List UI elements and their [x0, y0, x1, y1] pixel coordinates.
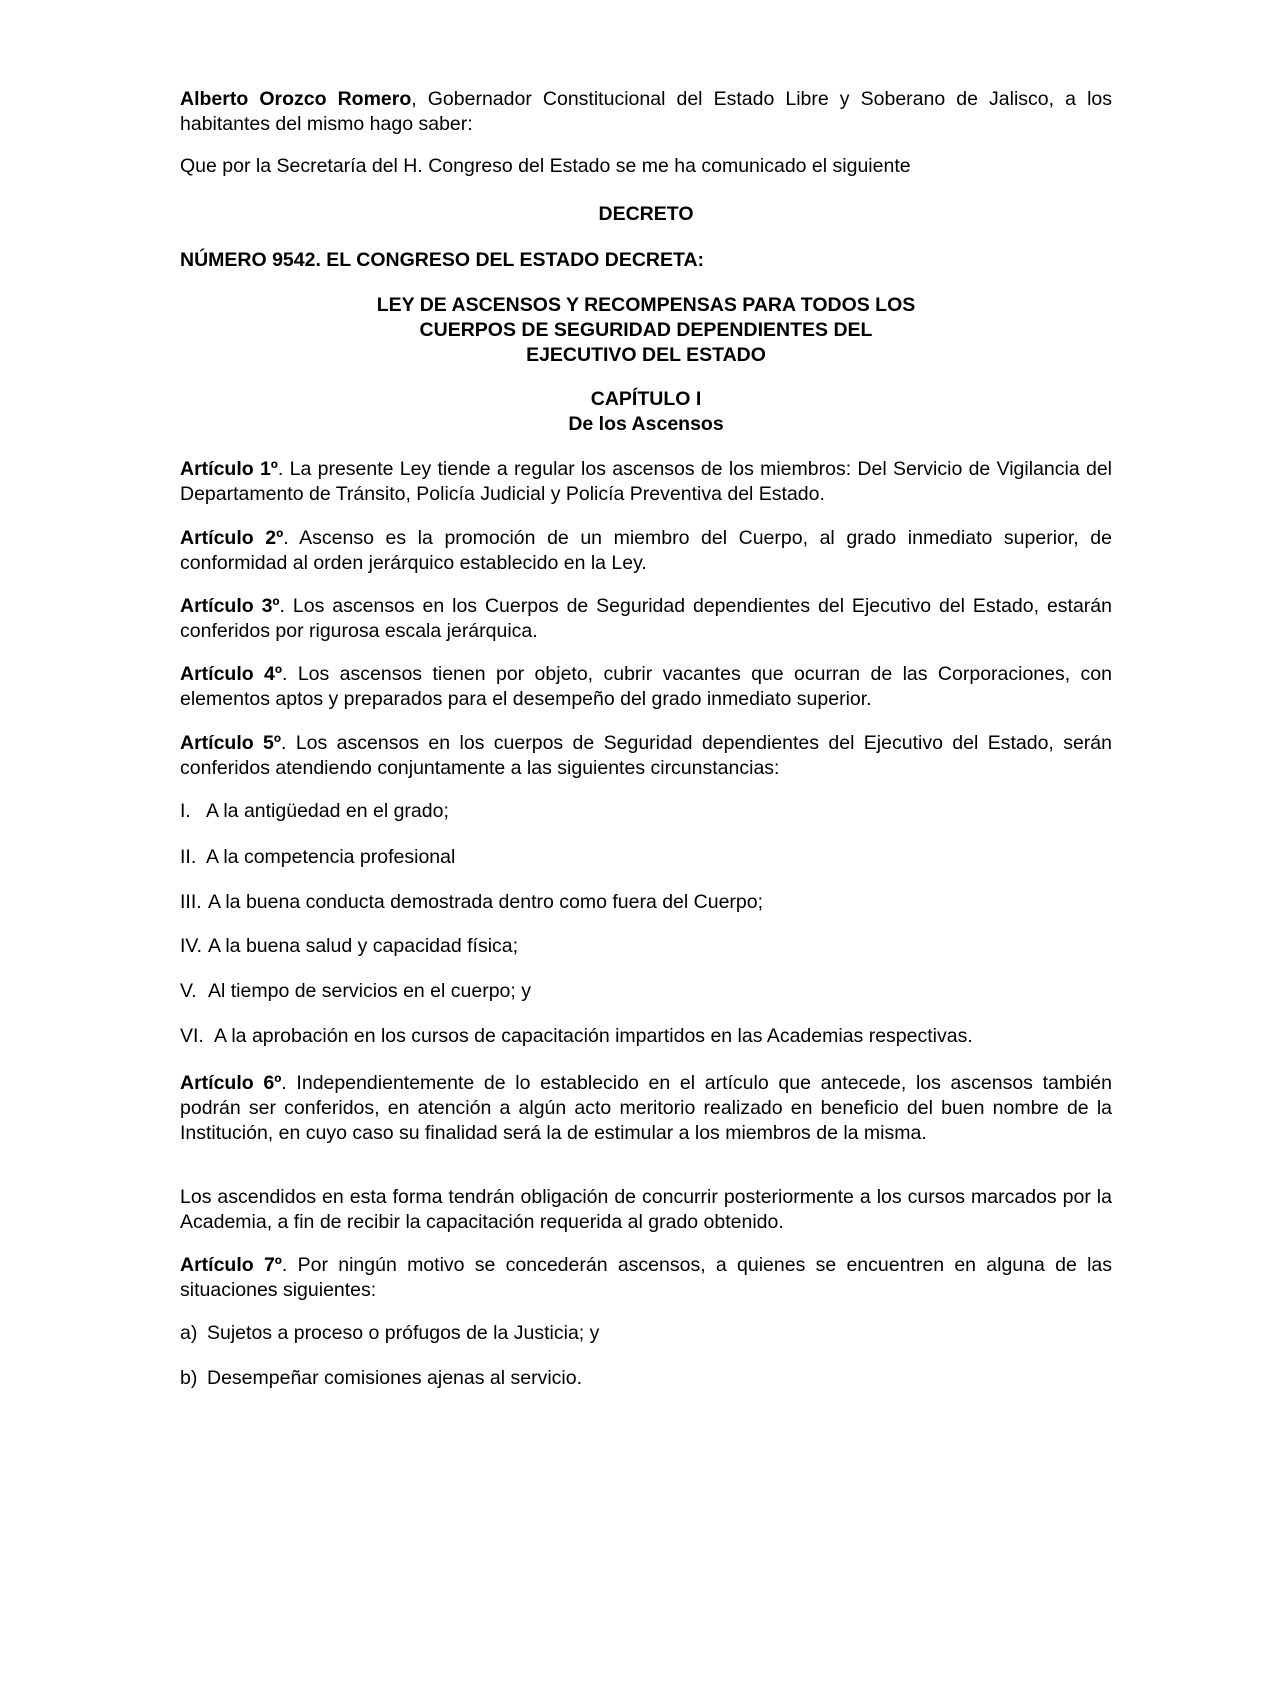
fraction-text: A la antigüedad en el grado; [206, 800, 449, 822]
communicated-paragraph: Que por la Secretaría del H. Congreso del Estado se me ha comunicado el siguiente [180, 155, 911, 177]
decree-number: NÚMERO 9542. EL CONGRESO DEL ESTADO DECRETA: [180, 249, 705, 271]
fraction-number: II. [180, 846, 197, 868]
fraction-number: V. [180, 980, 197, 1002]
article-5-text: . Los ascensos en los cuerpos de Seguridad dependientes del Ejecutivo del Estado, serán conferidos atendiendo conjuntamente a las siguientes circunstancias: [180, 732, 1112, 779]
article-3 [180, 594, 1112, 644]
fraction-item [180, 890, 1112, 915]
article-5 [180, 731, 1112, 781]
article-1-label: Artículo 1º [180, 458, 278, 480]
article-6 [180, 1071, 1112, 1146]
chapter-title: De los Ascensos [568, 413, 724, 435]
sub-item [180, 1321, 1112, 1346]
fraction-item [180, 799, 1112, 824]
article-3-text: . Los ascensos en los Cuerpos de Seguridad dependientes del Ejecutivo del Estado, estarán conferidos por rigurosa escala jerárquica. [180, 595, 1112, 642]
decreto-heading: DECRETO [598, 203, 694, 225]
law-title-line1: LEY DE ASCENSOS Y RECOMPENSAS PARA TODOS LOS [376, 294, 916, 316]
intro-paragraph [180, 87, 1112, 137]
article-7-label: Artículo 7º [180, 1254, 282, 1276]
article-1 [180, 457, 1112, 507]
article-7-text: . Por ningún motivo se concederán ascensos, a quienes se encuentren en alguna de las situaciones siguientes: [180, 1254, 1112, 1301]
article-4 [180, 662, 1112, 712]
fraction-item [180, 979, 1112, 1004]
fraction-item [180, 934, 1112, 959]
fraction-number: I. [180, 800, 191, 822]
intro-text: , Gobernador Constitucional del Estado Libre y Soberano de Jalisco, a los habitantes del mismo hago saber: [180, 88, 1113, 135]
article-7 [180, 1253, 1112, 1303]
article-5-label: Artículo 5º [180, 732, 282, 754]
article-1-text: . La presente Ley tiende a regular los ascensos de los miembros: Del Servicio de Vigilancia del Departamento de Tránsito, Policía Judicial y Policía Preventiva del Estado. [180, 458, 1112, 505]
law-title-line2: CUERPOS DE SEGURIDAD DEPENDIENTES DEL [419, 319, 873, 341]
fraction-text: A la competencia profesional [206, 846, 456, 868]
sub-item-letter: b) [180, 1367, 198, 1389]
fraction-text: A la buena salud y capacidad física; [208, 935, 519, 957]
article-6-text: . Independientemente de lo establecido en el artículo que antecede, los ascensos también podrán ser conferidos, en atención a algún acto meritorio realizado en beneficio del buen nombre de la Institución, en cuyo caso su finalidad será la de estimular a los miembros de la misma. [180, 1072, 1112, 1144]
fraction-number: III. [180, 891, 202, 913]
article-6-second-paragraph: Los ascendidos en esta forma tendrán obligación de concurrir posteriormente a los cursos marcados por la Academia, a fin de recibir la capacitación requerida al grado obtenido. [180, 1186, 1112, 1233]
fraction-item [180, 845, 1112, 870]
chapter-label: CAPÍTULO I [590, 388, 702, 410]
chapter-heading [180, 387, 1112, 437]
article-2-label: Artículo 2º [180, 527, 284, 549]
article-3-label: Artículo 3º [180, 595, 280, 617]
law-title [180, 293, 1112, 368]
article-4-label: Artículo 4º [180, 663, 283, 685]
sub-item-text: Sujetos a proceso o prófugos de la Justicia; y [207, 1322, 600, 1344]
fraction-text: Al tiempo de servicios en el cuerpo; y [208, 980, 531, 1002]
sub-item [180, 1366, 1112, 1391]
fraction-number: VI. [180, 1025, 204, 1047]
sub-item-text: Desempeñar comisiones ajenas al servicio. [207, 1367, 583, 1389]
fraction-text: A la buena conducta demostrada dentro como fuera del Cuerpo; [208, 891, 764, 913]
fraction-item [180, 1024, 1112, 1049]
fraction-number: IV. [180, 935, 203, 957]
fraction-text: A la aprobación en los cursos de capacitación impartidos en las Academias respectivas. [214, 1025, 973, 1047]
governor-name: Alberto Orozco Romero [180, 88, 412, 110]
article-4-text: . Los ascensos tienen por objeto, cubrir vacantes que ocurran de las Corporaciones, con elementos aptos y preparados para el desempeño del grado inmediato superior. [180, 663, 1112, 710]
sub-item-letter: a) [180, 1322, 198, 1344]
article-6-label: Artículo 6º [180, 1072, 282, 1094]
article-2-text: . Ascenso es la promoción de un miembro del Cuerpo, al grado inmediato superior, de conformidad al orden jerárquico establecido en la Ley. [180, 527, 1112, 574]
law-title-line3: EJECUTIVO DEL ESTADO [526, 344, 766, 366]
article-2 [180, 526, 1112, 576]
